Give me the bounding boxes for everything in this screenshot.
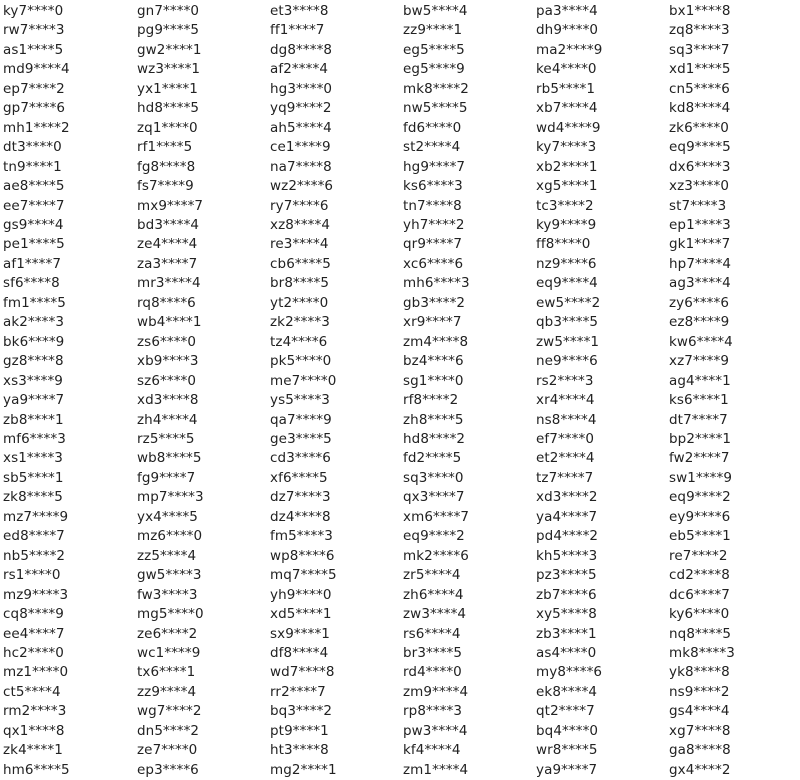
masked-code-entry: pa3****4 bbox=[536, 3, 598, 19]
masked-code-entry: mz9****3 bbox=[3, 586, 69, 603]
masked-code-entry: kd8****4 bbox=[669, 100, 731, 117]
masked-code-entry: xg5****1 bbox=[536, 178, 598, 195]
masked-code-entry: yt2****0 bbox=[270, 294, 329, 311]
masked-code-entry: ek8****4 bbox=[536, 683, 598, 700]
masked-code-entry: fd6****0 bbox=[403, 119, 462, 136]
masked-code-entry: zk2****3 bbox=[270, 314, 330, 331]
masked-code-entry: ed8****7 bbox=[3, 528, 65, 545]
masked-code-entry: ah5****4 bbox=[270, 119, 332, 136]
masked-code-entry: bp2****1 bbox=[669, 430, 732, 447]
masked-code-entry: yk8****8 bbox=[669, 664, 730, 681]
masked-code-entry: ak2****3 bbox=[3, 314, 65, 331]
masked-code-entry: qx3****7 bbox=[403, 489, 465, 506]
masked-code-entry: bd3****4 bbox=[137, 216, 200, 233]
masked-code-entry: mx9****7 bbox=[137, 197, 204, 214]
masked-code-entry: ya4****7 bbox=[536, 508, 598, 525]
masked-code-entry: mh1****2 bbox=[3, 119, 70, 136]
masked-code-entry: re7****2 bbox=[669, 547, 728, 564]
masked-code-entry: ys5****3 bbox=[270, 392, 331, 409]
masked-code-entry: bk6****9 bbox=[3, 333, 65, 350]
masked-code-entry: tz4****6 bbox=[270, 333, 328, 350]
masked-code-entry: mg5****0 bbox=[137, 606, 204, 623]
masked-code-entry: bw5****4 bbox=[403, 3, 468, 19]
masked-code-entry: ks6****3 bbox=[403, 178, 463, 195]
masked-code-entry: dg8****8 bbox=[270, 41, 333, 58]
masked-code-entry: ez8****9 bbox=[669, 314, 730, 331]
masked-code-entry: mz1****0 bbox=[3, 664, 69, 681]
masked-code-entry: hg9****7 bbox=[403, 158, 466, 175]
masked-code-entry: sz6****0 bbox=[137, 372, 197, 389]
masked-code-entry: zh4****4 bbox=[137, 411, 198, 428]
masked-code-entry: ze6****2 bbox=[137, 625, 198, 642]
masked-code-entry: ns8****4 bbox=[536, 411, 597, 428]
masked-code-entry: pk5****0 bbox=[270, 353, 332, 370]
masked-code-entry: wb8****5 bbox=[137, 450, 202, 467]
masked-code-entry: rf1****5 bbox=[137, 139, 193, 156]
masked-code-entry: bq3****2 bbox=[270, 703, 333, 720]
masked-code-entry: sb5****1 bbox=[3, 469, 64, 486]
masked-code-entry: rd4****0 bbox=[403, 664, 462, 681]
masked-code-entry: hc2****0 bbox=[3, 644, 64, 661]
masked-code-entry: rs2****3 bbox=[536, 372, 594, 389]
masked-code-entry: pz3****5 bbox=[536, 567, 597, 584]
masked-code-entry: ze4****4 bbox=[137, 236, 198, 253]
masked-code-entry: dz7****3 bbox=[270, 489, 331, 506]
masked-code-entry: nq8****5 bbox=[669, 625, 732, 642]
masked-code-entry: qr9****7 bbox=[403, 236, 463, 253]
masked-code-entry: pt9****1 bbox=[270, 722, 329, 739]
masked-code-entry: wp8****6 bbox=[270, 547, 335, 564]
masked-code-entry: ee4****7 bbox=[3, 625, 65, 642]
masked-code-entry: rq8****6 bbox=[137, 294, 196, 311]
masked-code-entry: dh9****0 bbox=[536, 22, 599, 39]
masked-code-entry: nw5****5 bbox=[403, 100, 468, 117]
masked-code-entry: ew5****2 bbox=[536, 294, 601, 311]
masked-code-entry: zm4****8 bbox=[403, 333, 469, 350]
masked-code-entry: bz4****6 bbox=[403, 353, 464, 370]
masked-code-entry: sf6****8 bbox=[3, 275, 60, 292]
masked-code-entry: zr5****4 bbox=[403, 567, 461, 584]
masked-code-entry: af1****7 bbox=[3, 255, 62, 272]
masked-code-entry: zb7****6 bbox=[536, 586, 597, 603]
masked-code-entry: zw5****1 bbox=[536, 333, 600, 350]
masked-code-entry: rz5****5 bbox=[137, 430, 195, 447]
masked-code-entry: ya9****7 bbox=[536, 761, 598, 778]
masked-code-entry: me7****0 bbox=[270, 372, 337, 389]
masked-code-entry: eb5****1 bbox=[669, 528, 731, 545]
masked-code-entry: mz7****9 bbox=[3, 508, 69, 525]
masked-code-entry: sq3****0 bbox=[403, 469, 464, 486]
masked-code-entry: mz6****0 bbox=[137, 528, 203, 545]
masked-code-entry: tx6****1 bbox=[137, 664, 196, 681]
masked-code-entry: zb8****1 bbox=[3, 411, 64, 428]
masked-code-entry: pd4****2 bbox=[536, 528, 599, 545]
masked-code-entry: gp7****6 bbox=[3, 100, 66, 117]
masked-code-entry: hp7****4 bbox=[669, 255, 732, 272]
masked-code-entry: sx9****1 bbox=[270, 625, 331, 642]
masked-code-entry: qt2****7 bbox=[536, 703, 595, 720]
masked-code-entry: xz8****4 bbox=[270, 216, 331, 233]
masked-code-entry: zz9****4 bbox=[137, 683, 197, 700]
masked-code-entry: tn7****8 bbox=[403, 197, 462, 214]
masked-code-entry: zh6****4 bbox=[403, 586, 464, 603]
masked-code-entry: gk1****7 bbox=[669, 236, 731, 253]
masked-code-entry: cb6****5 bbox=[270, 255, 331, 272]
masked-code-entry: ag3****4 bbox=[669, 275, 731, 292]
masked-code-entry: zz9****1 bbox=[403, 22, 463, 39]
masked-code-entry: eq9****2 bbox=[669, 489, 731, 506]
masked-code-entry: ep7****2 bbox=[3, 80, 65, 97]
masked-code-entry: wz3****1 bbox=[137, 61, 201, 78]
masked-code-entry: mk2****6 bbox=[403, 547, 469, 564]
masked-code-entry: ma2****9 bbox=[536, 41, 603, 58]
masked-code-entry: ff1****7 bbox=[270, 22, 325, 39]
masked-code-entry: sg1****0 bbox=[403, 372, 464, 389]
masked-code-entry: gw5****3 bbox=[137, 567, 202, 584]
masked-code-entry: rp8****3 bbox=[403, 703, 463, 720]
masked-code-entry: cd2****8 bbox=[669, 567, 730, 584]
masked-code-entry: mq7****5 bbox=[270, 567, 337, 584]
masked-code-entry: wr8****5 bbox=[536, 742, 598, 759]
masked-code-entry: zz5****4 bbox=[137, 547, 197, 564]
masked-code-entry: ff8****0 bbox=[536, 236, 591, 253]
masked-code-entry: kw6****4 bbox=[669, 333, 733, 350]
masked-code-entry: br3****5 bbox=[403, 644, 463, 661]
masked-code-entry: zq1****0 bbox=[137, 119, 198, 136]
masked-code-entry: rm2****3 bbox=[3, 703, 67, 720]
masked-code-entry: xz7****9 bbox=[669, 353, 730, 370]
masked-code-entry: dn5****2 bbox=[137, 722, 200, 739]
masked-code-entry: zk8****5 bbox=[3, 489, 63, 506]
masked-code-entry: qa7****9 bbox=[270, 411, 332, 428]
masked-code-entry: wd7****8 bbox=[270, 664, 335, 681]
masked-code-entry: rs1****0 bbox=[3, 567, 61, 584]
masked-code-entry: eq9****4 bbox=[536, 275, 598, 292]
masked-code-entry: df8****4 bbox=[270, 644, 329, 661]
masked-code-entry: ze7****0 bbox=[137, 742, 198, 759]
masked-code-entry: mk8****2 bbox=[403, 80, 469, 97]
masked-code-entry: fw3****3 bbox=[137, 586, 198, 603]
masked-code-entry: xz3****0 bbox=[669, 178, 730, 195]
masked-code-entry: md9****4 bbox=[3, 61, 70, 78]
masked-code-entry: ht3****8 bbox=[270, 742, 329, 759]
masked-code-entry: hd8****5 bbox=[137, 100, 200, 117]
masked-code-entry: rb5****1 bbox=[536, 80, 596, 97]
masked-code-entry: pe1****5 bbox=[3, 236, 65, 253]
masked-code-entry: as1****5 bbox=[3, 41, 64, 58]
masked-code-entry: zk4****1 bbox=[3, 742, 63, 759]
masked-code-entry: ge3****5 bbox=[270, 430, 332, 447]
masked-code-entry: wg7****2 bbox=[137, 703, 202, 720]
masked-code-entry: hg3****0 bbox=[270, 80, 333, 97]
masked-code-entry: kh5****3 bbox=[536, 547, 598, 564]
masked-code-entry: wz2****6 bbox=[270, 178, 334, 195]
masked-code-entry: ag4****1 bbox=[669, 372, 731, 389]
masked-code-entry: ga8****8 bbox=[669, 742, 731, 759]
masked-code-entry: kf4****4 bbox=[403, 742, 461, 759]
masked-code-entry: zs6****0 bbox=[137, 333, 197, 350]
masked-code-entry: xy5****8 bbox=[536, 606, 597, 623]
masked-code-entry: re3****4 bbox=[270, 236, 329, 253]
masked-code-entry: yh7****2 bbox=[403, 216, 465, 233]
masked-code-entry: rf8****2 bbox=[403, 392, 459, 409]
masked-code-entry: za3****7 bbox=[137, 255, 198, 272]
masked-code-entry: xd5****1 bbox=[270, 606, 332, 623]
masked-code-entry: qb3****5 bbox=[536, 314, 599, 331]
code-column-4 bbox=[403, 0, 536, 778]
code-column-3 bbox=[270, 0, 403, 778]
masked-code-entry: sq3****7 bbox=[669, 41, 730, 58]
masked-code-entry: xd3****8 bbox=[137, 392, 199, 409]
masked-code-entry: mk8****3 bbox=[669, 644, 735, 661]
masked-code-entry: wb4****1 bbox=[137, 314, 202, 331]
masked-code-entry: xf6****5 bbox=[270, 469, 328, 486]
masked-code-entry: xb9****3 bbox=[137, 353, 199, 370]
masked-code-entry: ep1****3 bbox=[669, 216, 731, 233]
masked-code-entry: gx4****2 bbox=[669, 761, 731, 778]
masked-code-entry: af2****4 bbox=[270, 61, 329, 78]
masked-code-entry: yh9****0 bbox=[270, 586, 332, 603]
code-column-6 bbox=[669, 0, 800, 778]
masked-code-entry: sw1****9 bbox=[669, 469, 733, 486]
masked-code-entry: zw3****4 bbox=[403, 606, 467, 623]
masked-code-entry: mr3****4 bbox=[137, 275, 201, 292]
masked-code-entry: rr2****7 bbox=[270, 683, 326, 700]
masked-code-entry: pg9****5 bbox=[137, 22, 200, 39]
code-column-1 bbox=[0, 0, 137, 778]
masked-code-entry: na7****8 bbox=[270, 158, 332, 175]
masked-code-entry: hd8****2 bbox=[403, 430, 466, 447]
masked-code-entry: xr9****7 bbox=[403, 314, 462, 331]
masked-code-entry: ky9****9 bbox=[536, 216, 597, 233]
masked-code-entry: zq8****3 bbox=[669, 22, 730, 39]
masked-code-entry: xm6****7 bbox=[403, 508, 470, 525]
masked-code-entry: cn5****6 bbox=[669, 80, 730, 97]
masked-code-entry: ey9****6 bbox=[669, 508, 731, 525]
masked-code-entry: st7****3 bbox=[669, 197, 727, 214]
masked-code-entry: nb5****2 bbox=[3, 547, 66, 564]
code-column-2 bbox=[137, 0, 270, 778]
masked-code-entry: cd3****6 bbox=[270, 450, 331, 467]
masked-code-entry: et2****4 bbox=[536, 450, 595, 467]
masked-code-entry: fw2****7 bbox=[669, 450, 730, 467]
masked-code-entry: zm1****4 bbox=[403, 761, 469, 778]
masked-code-entry: zb3****1 bbox=[536, 625, 597, 642]
masked-code-entry: yx1****1 bbox=[137, 80, 198, 97]
masked-code-entry: xs1****3 bbox=[3, 450, 64, 467]
masked-code-entry: zy6****6 bbox=[669, 294, 730, 311]
masked-code-entry: bq4****0 bbox=[536, 722, 599, 739]
masked-code-entry: rw7****3 bbox=[3, 22, 65, 39]
masked-code-entry: dz4****8 bbox=[270, 508, 331, 525]
masked-code-entry: as4****0 bbox=[536, 644, 597, 661]
masked-code-entry: tc3****2 bbox=[536, 197, 594, 214]
masked-code-entry: wc1****9 bbox=[137, 644, 201, 661]
masked-code-entry: fs7****9 bbox=[137, 178, 194, 195]
masked-code-entry: xb2****1 bbox=[536, 158, 598, 175]
masked-code-entry: tn9****1 bbox=[3, 158, 62, 175]
masked-code-entry: fg9****7 bbox=[137, 469, 196, 486]
masked-code-entry: ne9****6 bbox=[536, 353, 598, 370]
masked-code-entry: ct5****4 bbox=[3, 683, 61, 700]
code-column-5 bbox=[536, 0, 669, 778]
masked-code-entry: my8****6 bbox=[536, 664, 603, 681]
masked-code-entry: fd2****5 bbox=[403, 450, 462, 467]
masked-code-entry: wd4****9 bbox=[536, 119, 601, 136]
masked-code-entry: gs9****4 bbox=[3, 216, 64, 233]
masked-code-entry: ee7****7 bbox=[3, 197, 65, 214]
masked-code-entry: xd1****5 bbox=[669, 61, 731, 78]
masked-code-entry: zk6****0 bbox=[669, 119, 729, 136]
masked-code-entry: ky7****0 bbox=[3, 3, 64, 19]
masked-code-entry: ks6****1 bbox=[669, 392, 729, 409]
masked-code-entry: xr4****4 bbox=[536, 392, 595, 409]
masked-code-entry: mp7****3 bbox=[137, 489, 204, 506]
masked-code-entry: mf6****3 bbox=[3, 430, 66, 447]
masked-code-entry: dc6****7 bbox=[669, 586, 730, 603]
masked-code-entry: eq9****5 bbox=[669, 139, 731, 156]
masked-code-entry: dt3****0 bbox=[3, 139, 62, 156]
masked-code-entry: xs3****9 bbox=[3, 372, 64, 389]
masked-code-entry: zh8****5 bbox=[403, 411, 464, 428]
masked-code-entry: fm1****5 bbox=[3, 294, 66, 311]
masked-code-entry: gb3****2 bbox=[403, 294, 466, 311]
masked-code-entry: fg8****8 bbox=[137, 158, 196, 175]
masked-code-entry: br8****5 bbox=[270, 275, 330, 292]
masked-code-entry: nz9****6 bbox=[536, 255, 597, 272]
masked-code-entry: xc6****6 bbox=[403, 255, 464, 272]
masked-code-entry: yx4****5 bbox=[137, 508, 198, 525]
masked-code-entry: ef7****0 bbox=[536, 430, 595, 447]
masked-code-entry: mh6****3 bbox=[403, 275, 470, 292]
masked-code-entry: gs4****4 bbox=[669, 703, 730, 720]
masked-code-entry: gn7****0 bbox=[137, 3, 200, 19]
masked-code-entry: ae8****5 bbox=[3, 178, 65, 195]
masked-code-entry: ce1****9 bbox=[270, 139, 331, 156]
masked-code-entry: dt7****7 bbox=[669, 411, 728, 428]
masked-code-entry: yq9****2 bbox=[270, 100, 332, 117]
masked-code-entry: gw2****1 bbox=[137, 41, 202, 58]
masked-code-entry: ry7****6 bbox=[270, 197, 329, 214]
masked-code-entry: ya9****7 bbox=[3, 392, 65, 409]
masked-code-entry: et3****8 bbox=[270, 3, 329, 19]
masked-code-entry: eg5****9 bbox=[403, 61, 465, 78]
masked-code-entry: xd3****2 bbox=[536, 489, 598, 506]
masked-code-entry: eg5****5 bbox=[403, 41, 465, 58]
masked-code-entry: st2****4 bbox=[403, 139, 461, 156]
masked-code-entry: ns9****2 bbox=[669, 683, 730, 700]
masked-code-entry: xg7****8 bbox=[669, 722, 731, 739]
masked-code-entry: cq8****9 bbox=[3, 606, 64, 623]
masked-code-entry: hm6****5 bbox=[3, 761, 70, 778]
masked-code-entry: zm9****4 bbox=[403, 683, 469, 700]
masked-code-entry: ep3****6 bbox=[137, 761, 199, 778]
masked-code-entry: tz7****7 bbox=[536, 469, 594, 486]
masked-code-entry: pw3****4 bbox=[403, 722, 468, 739]
masked-code-entry: eq9****2 bbox=[403, 528, 465, 545]
masked-code-entry: ke4****0 bbox=[536, 61, 597, 78]
masked-code-entry: qx1****8 bbox=[3, 722, 65, 739]
masked-code-entry: bx1****8 bbox=[669, 3, 731, 19]
masked-code-entry: xb7****4 bbox=[536, 100, 598, 117]
masked-code-entry: fm5****3 bbox=[270, 528, 333, 545]
masked-code-entry: mg2****1 bbox=[270, 761, 337, 778]
masked-code-entry: gz8****8 bbox=[3, 353, 64, 370]
masked-code-entry: rs6****4 bbox=[403, 625, 461, 642]
masked-code-entry: dx6****3 bbox=[669, 158, 731, 175]
masked-code-entry: ky6****0 bbox=[669, 606, 730, 623]
masked-code-entry: ky7****3 bbox=[536, 139, 597, 156]
